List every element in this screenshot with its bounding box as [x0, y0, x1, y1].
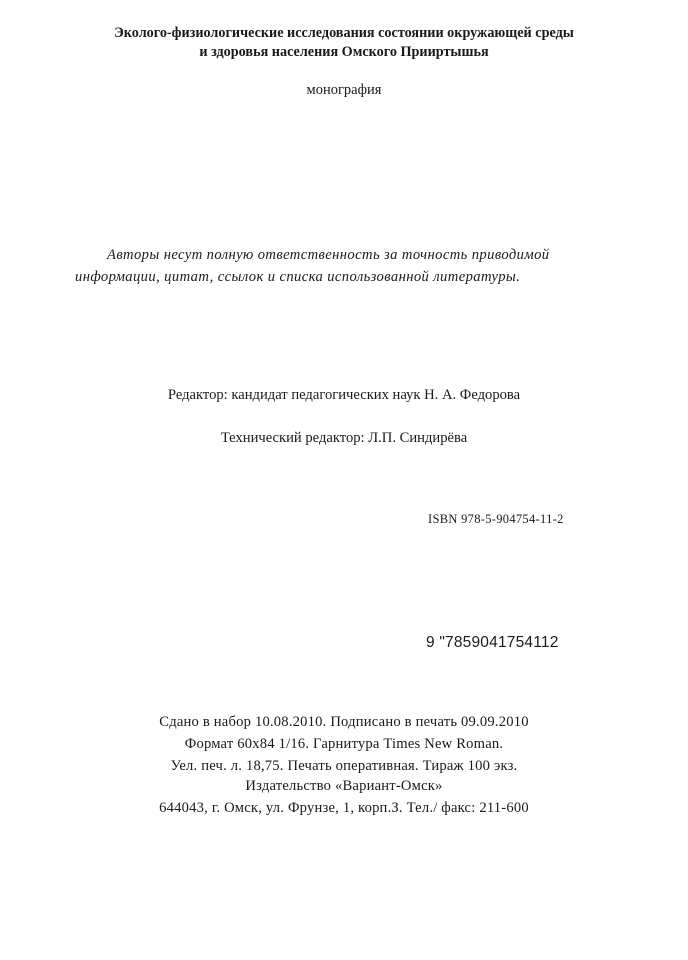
disclaimer-line-1: Авторы несут полную ответственность за точность приводимой: [107, 247, 550, 263]
book-title-line-2: и здоровья населения Омского Прииртышья: [199, 44, 489, 60]
imprint-line-5: 644043, г. Омск, ул. Фрунзе, 1, корп.З. Тел./ факс: 211-600: [159, 800, 529, 816]
isbn-number: ISBN 978-5-904754-11-2: [428, 512, 564, 526]
imprint-line-1: Сдано в набор 10.08.2010. Подписано в печать 09.09.2010: [159, 714, 529, 730]
barcode-number: 9 "7859041754112: [426, 634, 559, 651]
disclaimer-line-2: информации, цитат, ссылок и списка использованной литературы.: [75, 269, 521, 285]
book-subtitle: монография: [306, 82, 382, 98]
imprint-line-4: Издательство «Вариант-Омск»: [245, 778, 443, 794]
imprint-line-3: Уел. печ. л. 18,75. Печать оперативная. Тираж 100 экз.: [170, 758, 518, 774]
technical-editor-credit: Технический редактор: Л.П. Синдирёва: [220, 430, 468, 446]
imprint-line-2: Формат 60x84 1/16. Гарнитура Times New Roman.: [184, 736, 504, 752]
book-title-line-1: Эколого-физиологические исследования состоянии окружающей среды: [114, 25, 574, 41]
editor-credit: Редактор: кандидат педагогических наук Н. А. Федорова: [167, 387, 521, 403]
